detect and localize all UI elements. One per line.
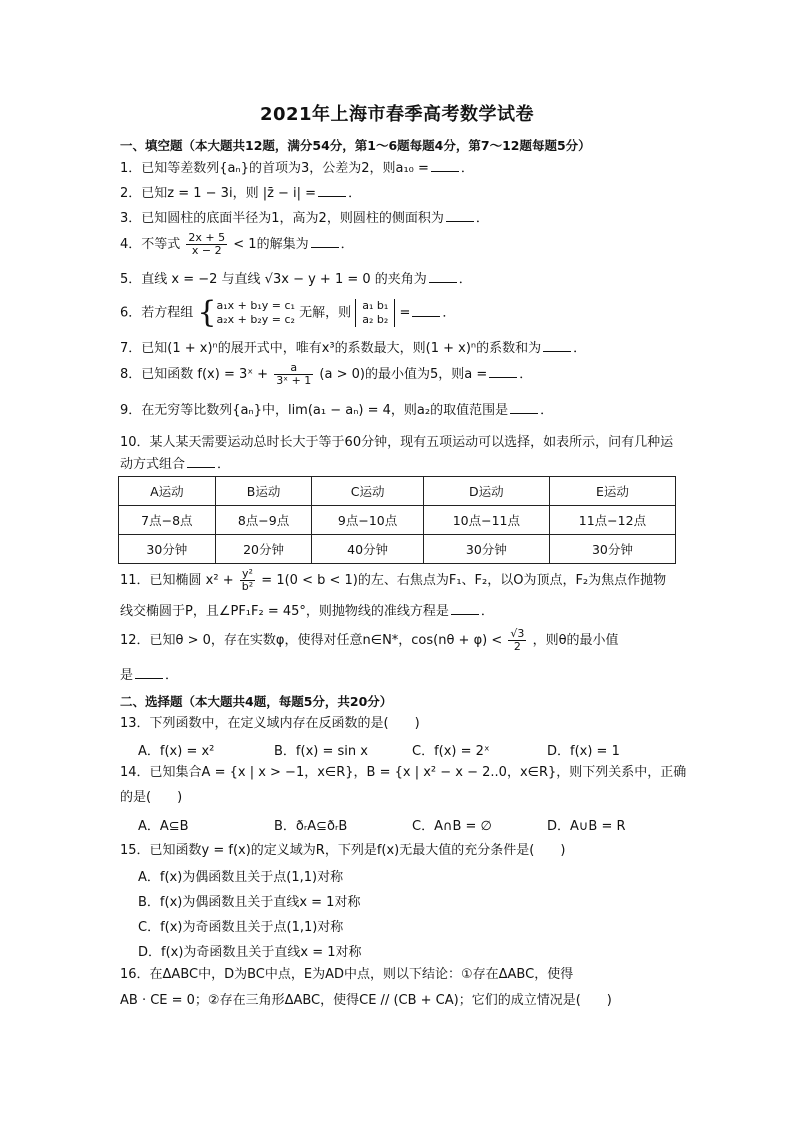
- table-cell: 10点−11点: [423, 506, 549, 535]
- question-4-text: 4．不等式: [120, 237, 181, 252]
- question-7: 7．已知(1 + x)ⁿ的展开式中，唯有x³的系数最大，则(1 + x)ⁿ的系数和为 ．: [120, 341, 587, 356]
- question-2: 2．已知z = 1 − 3i，则 |z̄ − i| = ．: [120, 186, 362, 201]
- table-header-row: [119, 477, 676, 506]
- option-d: D．f(x)为奇函数且关于直线x = 1对称: [138, 945, 362, 960]
- question-16-line-2: AB · CE = 0；②存在三角形ΔABC，使得CE // (CB + CA)；它们的成立情况是( ): [120, 993, 612, 1008]
- option-d: D．f(x) = 1: [547, 744, 620, 759]
- table-cell: 8点−9点: [215, 506, 312, 535]
- question-16: 16．在ΔABC中，D为BC中点，E为AD中点，则以下结论：①存在ΔABC，使得: [120, 967, 574, 982]
- table-cell: 7点−8点: [119, 506, 216, 535]
- question-12-text: 12．已知θ > 0，存在实数φ，使得对任意n∈N*，cos(nθ + φ) <: [120, 633, 503, 648]
- answer-blank: [318, 184, 346, 197]
- question-12-text-2: 是: [120, 668, 134, 683]
- question-12-line-2: 是 ．: [120, 668, 179, 683]
- answer-blank: [431, 159, 459, 172]
- fraction-denominator: 2: [513, 640, 521, 653]
- answer-blank: [489, 365, 517, 378]
- question-12: [120, 628, 680, 653]
- page-title: 2021年上海市春季高考数学试卷: [259, 104, 535, 125]
- question-13: 13．下列函数中，在定义域内存在反函数的是( ): [120, 716, 420, 731]
- question-11: [120, 568, 680, 593]
- answer-blank: [446, 209, 474, 222]
- table-cell: 30分钟: [119, 535, 216, 564]
- answer-blank: [543, 339, 571, 352]
- question-10: 10．某人某天需要运动总时长大于等于60分钟，现有五项运动可以选择，如表所示，问有几种运动方式组合 ．: [120, 435, 674, 472]
- question-5-text: 5．直线 x = −2 与直线 √3x − y + 1 = 0 的夹角为: [120, 272, 427, 287]
- question-8-text: 8．已知函数 f(x) = 3ˣ +: [120, 367, 269, 382]
- table-cell: 40分钟: [312, 535, 423, 564]
- table-row: [119, 535, 676, 564]
- table-header: C运动: [312, 477, 423, 506]
- fraction: [274, 362, 313, 387]
- table-row: [119, 506, 676, 535]
- table-cell: 30分钟: [423, 535, 549, 564]
- question-4-text-tail: < 1的解集为: [233, 237, 309, 252]
- table-cell: 20分钟: [215, 535, 312, 564]
- option-b: B．ðᵣA⊆ðᵣB: [274, 819, 348, 834]
- question-11-line-2: 线交椭圆于P，且∠PF₁F₂ = 45°，则抛物线的准线方程是 ．: [120, 604, 494, 619]
- answer-blank: [135, 666, 163, 679]
- question-11-text-2: 线交椭圆于P，且∠PF₁F₂ = 45°，则抛物线的准线方程是: [120, 604, 449, 619]
- table-cell: 30分钟: [549, 535, 675, 564]
- option-a: A．f(x) = x²: [138, 744, 215, 759]
- question-6-equals: =: [399, 305, 411, 321]
- fraction: [508, 628, 526, 653]
- table-cell: 11点−12点: [549, 506, 675, 535]
- equation-system: [217, 299, 295, 327]
- fraction-numerator: a: [274, 362, 313, 375]
- question-3-text: 3．已知圆柱的底面半径为1，高为2，则圆柱的侧面积为: [120, 211, 444, 226]
- question-2-text: 2．已知z = 1 − 3i，则 |z̄ − i| =: [120, 186, 317, 201]
- option-d: D．A∪B = R: [547, 819, 626, 834]
- question-5: 5．直线 x = −2 与直线 √3x − y + 1 = 0 的夹角为 ．: [120, 272, 472, 287]
- left-brace-glyph: {: [197, 295, 217, 330]
- table-header: E运动: [549, 477, 675, 506]
- sports-table: [118, 476, 676, 564]
- question-12-text-tail: ，则θ的最小值: [532, 633, 619, 648]
- determinant-row: a₂ b₂: [362, 313, 389, 326]
- question-6-text: 6．若方程组: [120, 305, 194, 321]
- question-1-text: 1．已知等差数列{aₙ}的首项为3，公差为2，则a₁₀ =: [120, 161, 429, 176]
- equation-line: a₂x + b₂y = c₂: [216, 313, 295, 326]
- section-fill-in-header: 一、填空题（本大题共12题，满分54分，第1～6题每题4分，第7～12题每题5分）: [120, 138, 591, 153]
- question-7-text: 7．已知(1 + x)ⁿ的展开式中，唯有x³的系数最大，则(1 + x)ⁿ的系数和为: [120, 341, 542, 356]
- section-choice-header: 二、选择题（本大题共4题，每题5分，共20分）: [120, 694, 393, 709]
- table-header: D运动: [423, 477, 549, 506]
- fraction-denominator: x − 2: [191, 244, 222, 257]
- fraction-numerator: √3: [510, 627, 525, 640]
- question-11-text: 11．已知椭圆 x² +: [120, 573, 234, 588]
- fraction-denominator: 3ˣ + 1: [276, 374, 312, 387]
- answer-blank: [510, 401, 538, 414]
- question-14-line-2: 的是( ): [120, 790, 183, 805]
- answer-blank: [311, 235, 339, 248]
- question-8-text-tail: (a > 0)的最小值为5，则a =: [319, 367, 488, 382]
- question-4: 4．不等式 $\frac{2x + 5}{x - 2}$ < 1的解集为 ．: [120, 231, 354, 257]
- option-c: C．f(x) = 2ˣ: [412, 744, 490, 759]
- question-8: 8．已知函数 f(x) = 3ˣ + $\frac{a}{\text{3ˣ + 1}}$ (a > 0)的最小值为5，则a = ．: [120, 361, 533, 387]
- table-header: B运动: [215, 477, 312, 506]
- option-b: B．f(x)为偶函数且关于直线x = 1对称: [138, 895, 361, 910]
- answer-blank: [187, 455, 215, 468]
- question-11-text-tail: = 1(0 < b < 1)的左、右焦点为F₁、F₂，以O为顶点，F₂为焦点作抛物: [261, 573, 667, 588]
- fraction: [240, 568, 255, 593]
- option-c: C．A∩B = ∅: [412, 819, 492, 834]
- option-a: A．f(x)为偶函数且关于点(1,1)对称: [138, 870, 344, 885]
- determinant-row: a₁ b₁: [362, 299, 389, 312]
- option-a: A．A⊆B: [138, 819, 189, 834]
- question-14: 14．已知集合A = {x | x > −1，x∈R}，B = {x | x² − x − 2..0，x∈R}，则下列关系中，正确: [120, 765, 687, 780]
- answer-blank: [451, 602, 479, 615]
- fraction-numerator: 2x + 5: [188, 231, 226, 244]
- question-1: 1．已知等差数列{aₙ}的首项为3，公差为2，则a₁₀ = ．: [120, 161, 474, 176]
- equation-line: a₁x + b₁y = c₁: [216, 299, 295, 312]
- answer-blank: [429, 270, 457, 283]
- fraction-numerator: y²: [240, 568, 255, 581]
- determinant: [355, 299, 395, 327]
- question-15: 15．已知函数y = f(x)的定义域为R，下列是f(x)无最大值的充分条件是( ): [120, 843, 566, 858]
- table-cell: 9点−10点: [312, 506, 423, 535]
- question-3: 3．已知圆柱的底面半径为1，高为2，则圆柱的侧面积为 ．: [120, 211, 489, 226]
- fraction-denominator: b²: [241, 580, 254, 593]
- table-header: A运动: [119, 477, 216, 506]
- question-9: 9．在无穷等比数列{aₙ}中，lim(a₁ − aₙ) = 4，则a₂的取值范围是 ．: [120, 403, 554, 418]
- option-c: C．f(x)为奇函数且关于点(1,1)对称: [138, 920, 344, 935]
- option-b: B．f(x) = sin x: [274, 744, 368, 759]
- question-9-text: 9．在无穷等比数列{aₙ}中，lim(a₁ − aₙ) = 4，则a₂的取值范围是: [120, 403, 509, 418]
- question-6-text-mid: 无解，则: [299, 305, 352, 321]
- fraction: [186, 232, 227, 257]
- question-10-text: 10．某人某天需要运动总时长大于等于60分钟，现有五项运动可以选择，如表所示，问有几种运动方式组合: [120, 435, 674, 472]
- answer-blank: [412, 304, 440, 317]
- question-6: 6．若方程组 { a₁x + b₁y = c₁ a₂x + b₂y = c₂ 无解，则 a₁ b₁ a₂ b₂ = ．: [120, 295, 456, 330]
